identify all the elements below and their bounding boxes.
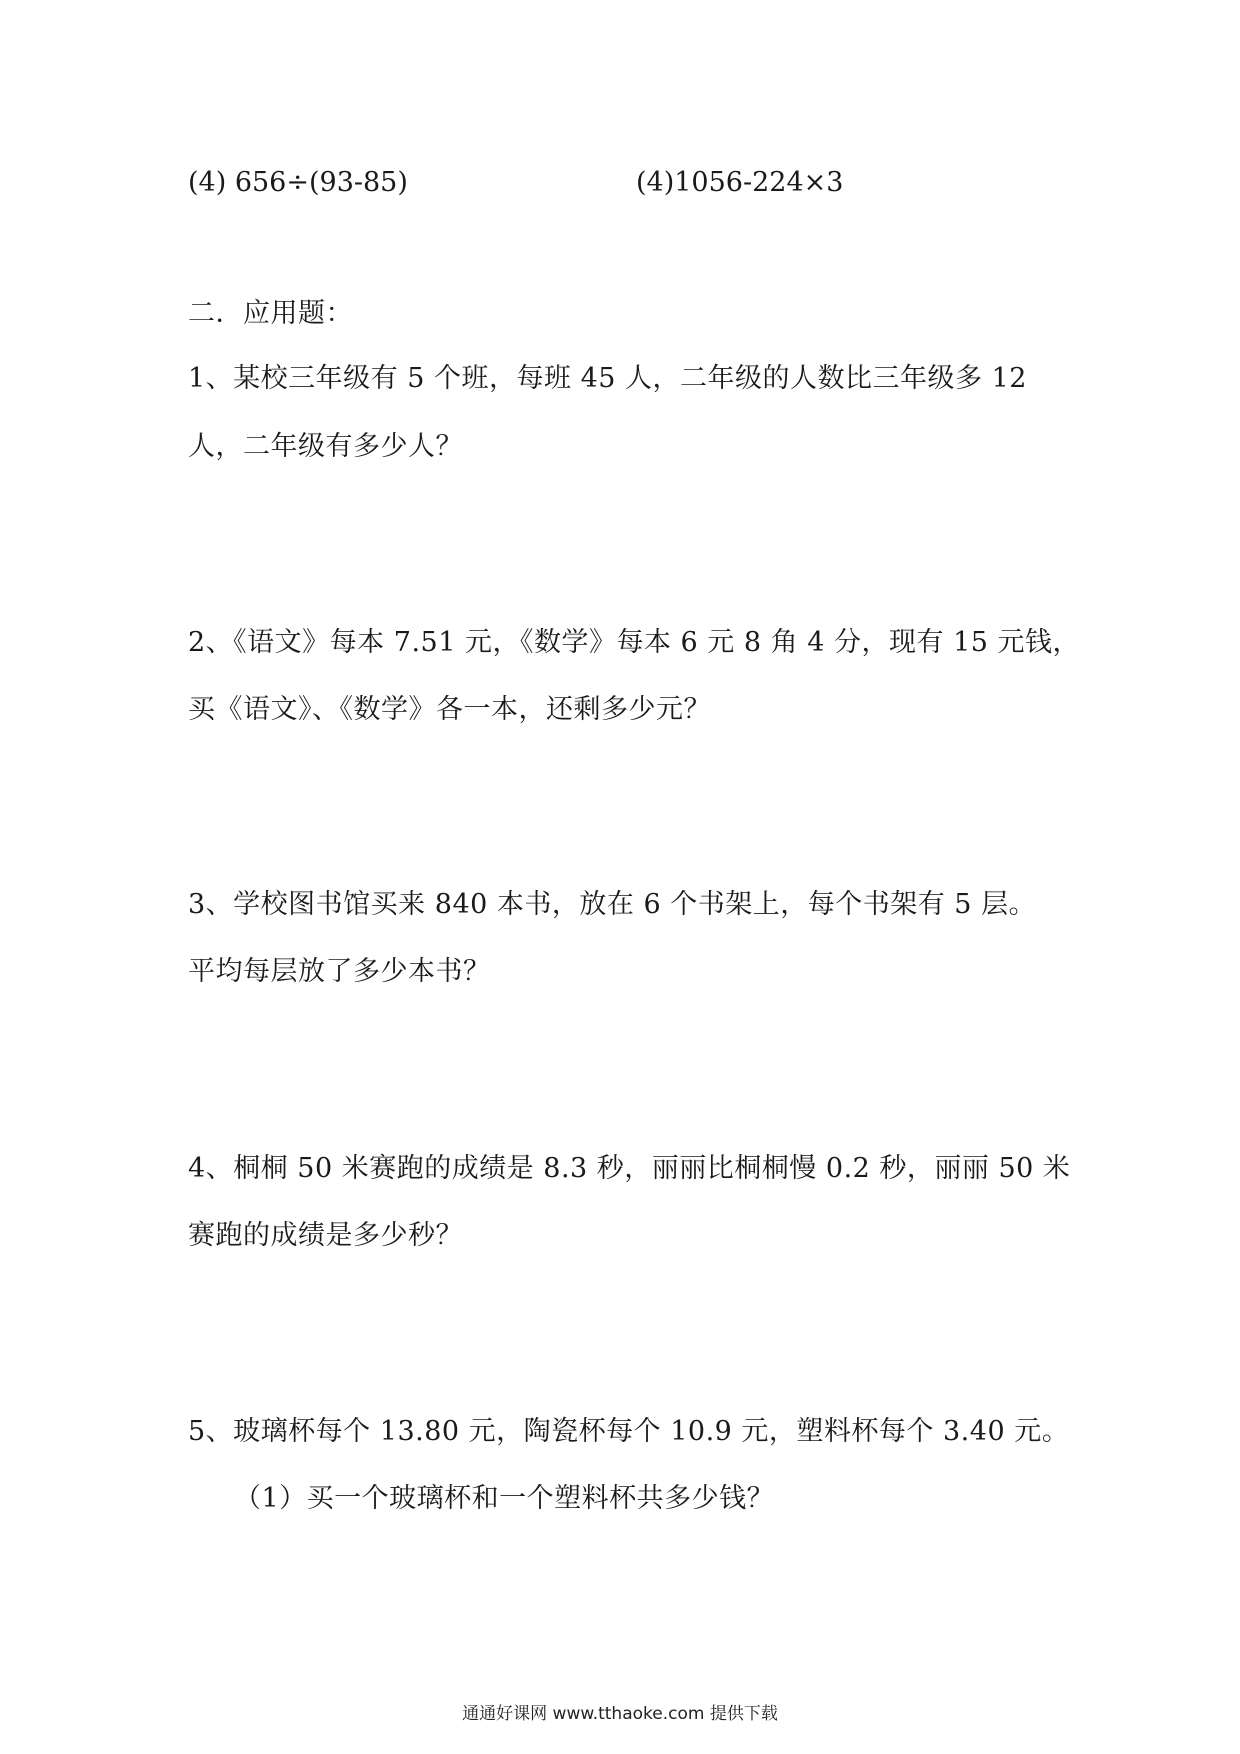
section-title: 二．应用题： [188,298,353,329]
expression-right: (4)1056-224×3 [636,167,844,198]
question-3-line-2: 平均每层放了多少本书？ [188,956,491,987]
question-3-line-1: 3、学校图书馆买来 840 本书，放在 6 个书架上，每个书架有 5 层。 [188,889,1037,920]
question-5-line-1: 5、玻璃杯每个 13.80 元，陶瓷杯每个 10.9 元，塑料杯每个 3.40 元。 [188,1416,1070,1447]
question-5-subquestion-1: （1）买一个玻璃杯和一个塑料杯共多少钱？ [234,1483,775,1514]
question-2-line-2: 买《语文》、《数学》各一本，还剩多少元？ [188,694,711,725]
question-1-line-1: 1、某校三年级有 5 个班，每班 45 人，二年级的人数比三年级多 12 [188,363,1027,394]
question-2-line-1: 2、《语文》每本 7.51 元，《数学》每本 6 元 8 角 4 分，现有 15 元钱， [188,627,1081,658]
question-1-line-2: 人，二年级有多少人？ [188,431,463,462]
page-footer: 通通好课网 www.tthaoke.com 提供下载 [462,1704,778,1724]
expression-left: (4) 656÷(93-85) [188,167,408,198]
question-4-line-2: 赛跑的成绩是多少秒？ [188,1220,463,1251]
question-4-line-1: 4、桐桐 50 米赛跑的成绩是 8.3 秒，丽丽比桐桐慢 0.2 秒，丽丽 50 米 [188,1153,1071,1184]
